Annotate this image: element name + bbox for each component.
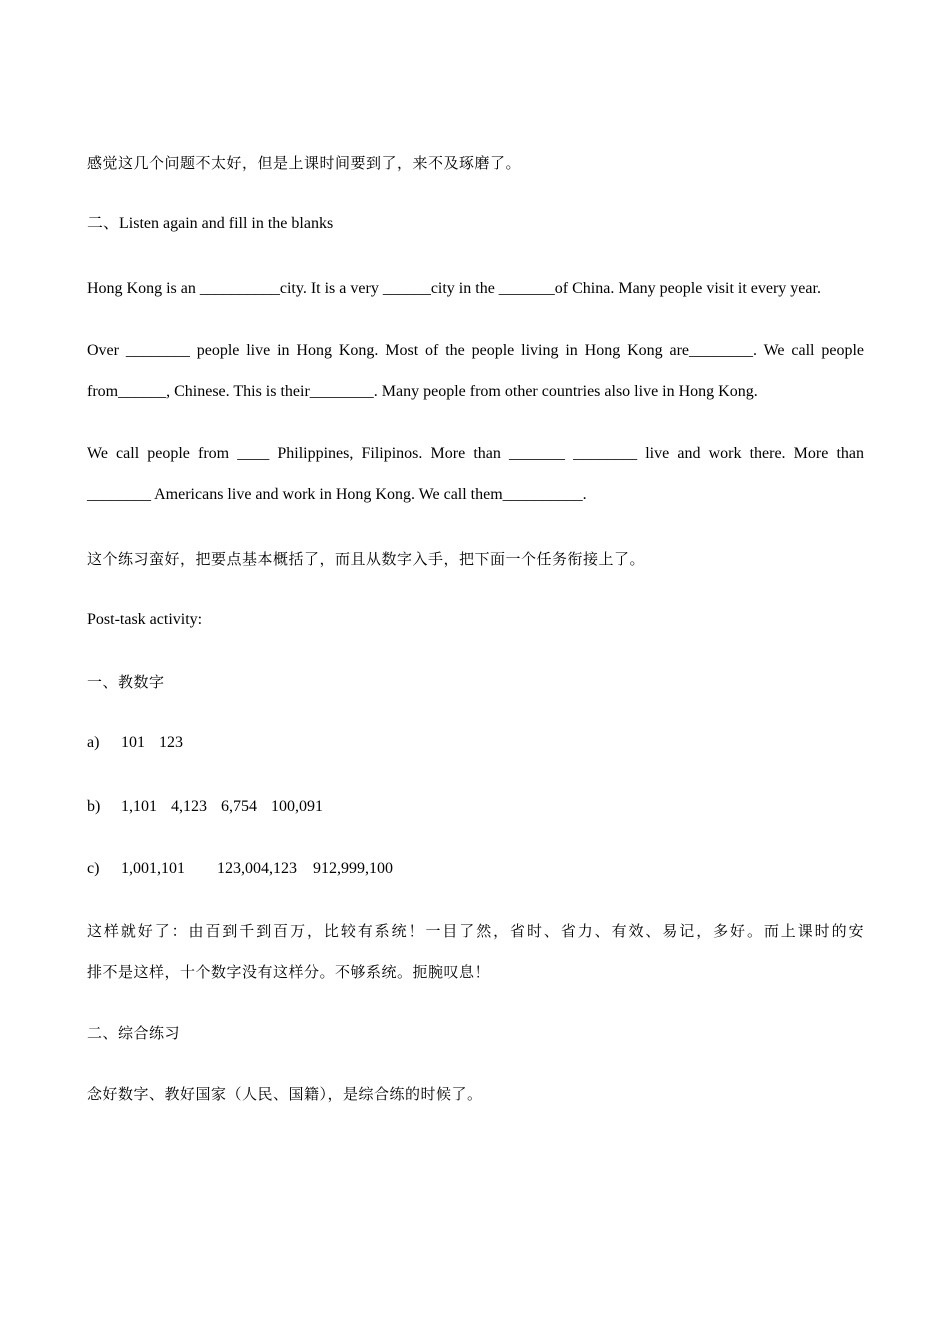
section-heading-combined: 二、综合练习 [87, 1024, 181, 1042]
fill-blank-line-3a: We call people from ____ Philippines, Filipinos. More than _______ ________ live and work there. More than [87, 445, 864, 462]
number-value: 1,001,101 [121, 860, 185, 877]
number-value: 100,091 [271, 798, 323, 815]
paragraph-comment-3a: 这样就好了：由百到千到百万，比较有系统！一目了然，省时、省力、有效、易记，多好。而上课时的安 [87, 922, 864, 940]
fill-blank-line-2a: Over ________ people live in Hong Kong. Most of the people living in Hong Kong are________. We call people [87, 342, 864, 359]
paragraph-comment-1: 感觉这几个问题不太好，但是上课时间要到了，来不及琢磨了。 [87, 154, 522, 172]
section-heading-numbers: 一、教数字 [87, 673, 165, 691]
post-task-heading: Post-task activity: [87, 611, 203, 628]
number-value: 1,101 [121, 798, 157, 815]
list-label: a) [87, 734, 100, 751]
section-heading-listen: 二、Listen again and fill in the blanks [87, 215, 334, 232]
number-value: 6,754 [221, 798, 257, 815]
list-label: c) [87, 860, 100, 877]
number-value: 101 [121, 734, 145, 751]
number-value: 912,999,100 [313, 860, 393, 877]
number-value: 123,004,123 [217, 860, 297, 877]
list-label: b) [87, 798, 101, 815]
fill-blank-line-1: Hong Kong is an __________city. It is a very ______city in the _______of China. Many people visit it every year. [87, 280, 821, 297]
paragraph-comment-2: 这个练习蛮好，把要点基本概括了，而且从数字入手，把下面一个任务衔接上了。 [87, 550, 646, 568]
document-page [87, 0, 864, 1344]
number-list-item-a [87, 733, 183, 753]
number-value: 4,123 [171, 798, 207, 815]
fill-blank-line-3b: ________ Americans live and work in Hong Kong. We call them__________. [87, 486, 587, 503]
number-list-item-b [87, 797, 323, 817]
number-list-item-c [87, 859, 393, 879]
fill-blank-line-2b: from______, Chinese. This is their________. Many people from other countries also live in Hong Kong. [87, 383, 758, 400]
paragraph-comment-4: 念好数字、教好国家（人民、国籍），是综合练的时候了。 [87, 1085, 483, 1103]
paragraph-comment-3b: 排不是这样，十个数字没有这样分。不够系统。扼腕叹息！ [87, 963, 491, 981]
number-value: 123 [159, 734, 183, 751]
